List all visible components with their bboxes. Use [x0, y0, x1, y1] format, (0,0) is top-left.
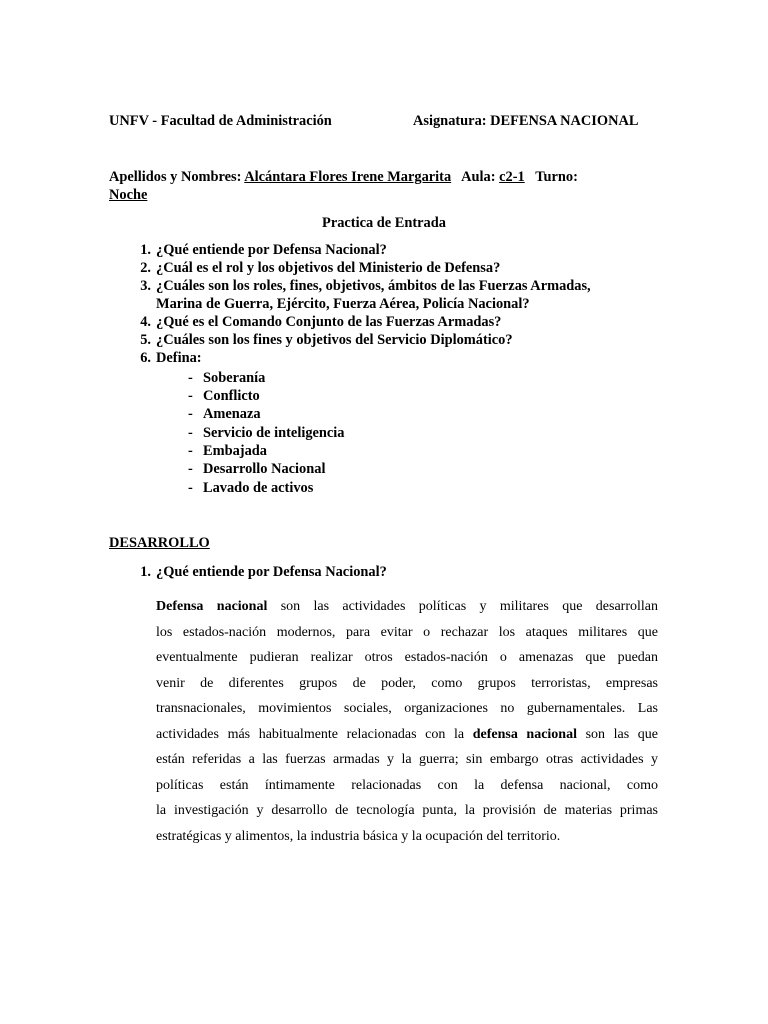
- question-text: ¿Cuál es el rol y los objetivos del Ministerio de Defensa?: [156, 260, 501, 276]
- list-dash: -: [188, 425, 193, 441]
- question-text: ¿Qué entiende por Defensa Nacional?: [156, 564, 387, 580]
- question-number: 4.: [140, 314, 151, 330]
- list-dash: -: [188, 461, 193, 477]
- aula-value: c2-1: [499, 169, 525, 185]
- bold-term: defensa nacional: [472, 726, 577, 742]
- list-dash: -: [188, 370, 193, 386]
- paragraph-line: la investigación y desarrollo de tecnología punta, la provisión de materias primas: [156, 803, 658, 818]
- answer-paragraph: [156, 594, 658, 849]
- student-info-line: [109, 169, 578, 186]
- define-term: Embajada: [203, 443, 267, 459]
- define-term: Lavado de activos: [203, 480, 314, 496]
- turno-value: Noche: [109, 187, 148, 203]
- question-text: ¿Qué es el Comando Conjunto de las Fuerzas Armadas?: [156, 314, 502, 330]
- development-heading: DESARROLLO: [109, 535, 210, 551]
- paragraph-line: políticas están íntimamente relacionadas con la defensa nacional, como: [156, 777, 658, 793]
- question-number: 2.: [140, 260, 151, 276]
- line-text: son las actividades políticas y militares que desarrollan: [267, 599, 658, 614]
- practice-title: Practica de Entrada: [322, 215, 446, 231]
- define-term: Amenaza: [203, 406, 261, 422]
- question-text: ¿Cuáles son los roles, fines, objetivos, ámbitos de las Fuerzas Armadas,: [156, 278, 591, 294]
- question-text: ¿Qué entiende por Defensa Nacional?: [156, 242, 387, 258]
- names-value: Alcántara Flores Irene Margarita: [244, 169, 452, 185]
- question-text-continued: Marina de Guerra, Ejército, Fuerza Aérea, Policía Nacional?: [156, 296, 530, 312]
- paragraph-line: están referidas a las fuerzas armadas y la guerra; sin embargo otras actividades y: [156, 752, 658, 767]
- list-dash: -: [188, 388, 193, 404]
- list-dash: -: [188, 443, 193, 459]
- turno-label: Turno:: [535, 169, 578, 185]
- paragraph-line: [156, 594, 658, 620]
- paragraph-line: transnacionales, movimientos sociales, organizaciones no gubernamentales. Las: [156, 701, 658, 716]
- define-term: Servicio de inteligencia: [203, 425, 345, 441]
- question-number: 1.: [140, 564, 151, 580]
- names-label: Apellidos y Nombres:: [109, 169, 242, 185]
- question-text: ¿Cuáles son los fines y objetivos del Servicio Diplomático?: [156, 332, 513, 348]
- faculty-header: UNFV - Facultad de Administración: [109, 113, 332, 129]
- question-number: 1.: [140, 242, 151, 258]
- define-term: Desarrollo Nacional: [203, 461, 326, 477]
- line-text: actividades más habitualmente relacionadas con la: [156, 726, 473, 742]
- paragraph-line: venir de diferentes grupos de poder, como grupos terroristas, empresas: [156, 675, 658, 691]
- paragraph-line: [156, 722, 658, 748]
- question-text: Defina:: [156, 350, 202, 366]
- question-number: 3.: [140, 278, 151, 294]
- line-text: son las que: [576, 726, 658, 742]
- define-term: Soberanía: [203, 370, 266, 386]
- question-number: 6.: [140, 350, 151, 366]
- define-term: Conflicto: [203, 388, 260, 404]
- question-number: 5.: [140, 332, 151, 348]
- list-dash: -: [188, 480, 193, 496]
- subject-header: Asignatura: DEFENSA NACIONAL: [413, 113, 639, 129]
- paragraph-line: estratégicas y alimentos, la industria básica y la ocupación del territorio.: [156, 828, 561, 844]
- paragraph-line: los estados-nación modernos, para evitar o rechazar los ataques militares que: [156, 624, 658, 640]
- paragraph-line: eventualmente pudieran realizar otros estados-nación o amenazas que puedan: [156, 650, 658, 665]
- aula-label: Aula:: [461, 169, 496, 185]
- bold-term: Defensa nacional: [156, 599, 268, 614]
- list-dash: -: [188, 406, 193, 422]
